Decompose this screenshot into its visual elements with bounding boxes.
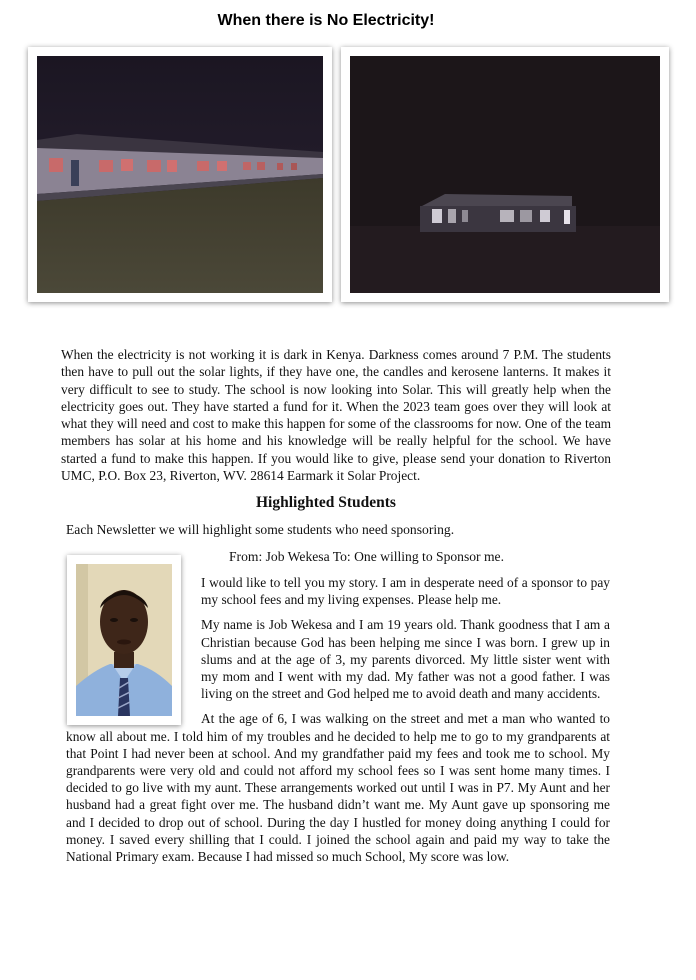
school-building-night-image <box>37 56 323 293</box>
classroom-dark-image <box>350 56 660 293</box>
student-story <box>66 574 610 873</box>
highlighted-students-heading: Highlighted Students <box>256 494 396 511</box>
story-paragraph: I would like to tell you my story. I am in desperate need of a sponsor to pay my school fees and my living expenses. Please help me. <box>201 575 610 608</box>
story-paragraph: My name is Job Wekesa and I am 19 years old. Thank goodness that I am a Christian because God has been helping me since I was born. I grew up in slums and at the age of 3, my parents divorced. My little sister went with my mom and I went with my dad. My father was not a good father. I was living on the street and God helped me to avoid death and many accidents. <box>201 617 610 702</box>
from-line: From: Job Wekesa To: One willing to Sponsor me. <box>229 549 504 564</box>
portrait-spacer <box>66 574 201 721</box>
page-title: When there is No Electricity! <box>217 12 435 29</box>
highlight-intro: Each Newsletter we will highlight some students who need sponsoring. <box>66 522 455 537</box>
electricity-paragraph: When the electricity is not working it is dark in Kenya. Darkness comes around 7 P.M. The students then have to pull out the solar lights, if they have one, the candles and kerosene lanterns. It makes it very difficult to see to study. The school is now looking into Solar. This will greatly help when the electricity goes out. They have started a fund for it. When the 2023 team goes over they will look at what they will need and cost to make this happen for some of the classrooms for now. One of the team members has solar at his home and his knowledge will be really helpful for the school. We have started a fund to make this happen. If you would like to give, please send your donation to Riverton UMC, P.O. Box 23, Riverton, WV. 28614 Earmark it Solar Project. <box>61 347 611 484</box>
photo-school-building-night <box>28 47 332 302</box>
story-paragraph: At the age of 6, I was walking on the street and met a man who wanted to know all about me. I told him of my troubles and he decided to help me to go to my grandparents at that Point I had never been at school. And my grandfather paid my fees and took me to school. My grandparents were very old and could not afford my school fees so I was sent home many times. I decided to go live with my aunt. These arrangements worked out until I was in P7. My Aunt and her husband had a great fight over me. The husband didn’t want me. My Aunt gave up sponsoring me and I decided to drop out of school. During the day I hustled for money doing anything I could for money. I saved every shilling that I could. I joined the school again and paid my way to take the National Primary exam. Because I had missed so much School, My score was low. <box>66 711 610 865</box>
photo-classroom-dark <box>341 47 669 302</box>
